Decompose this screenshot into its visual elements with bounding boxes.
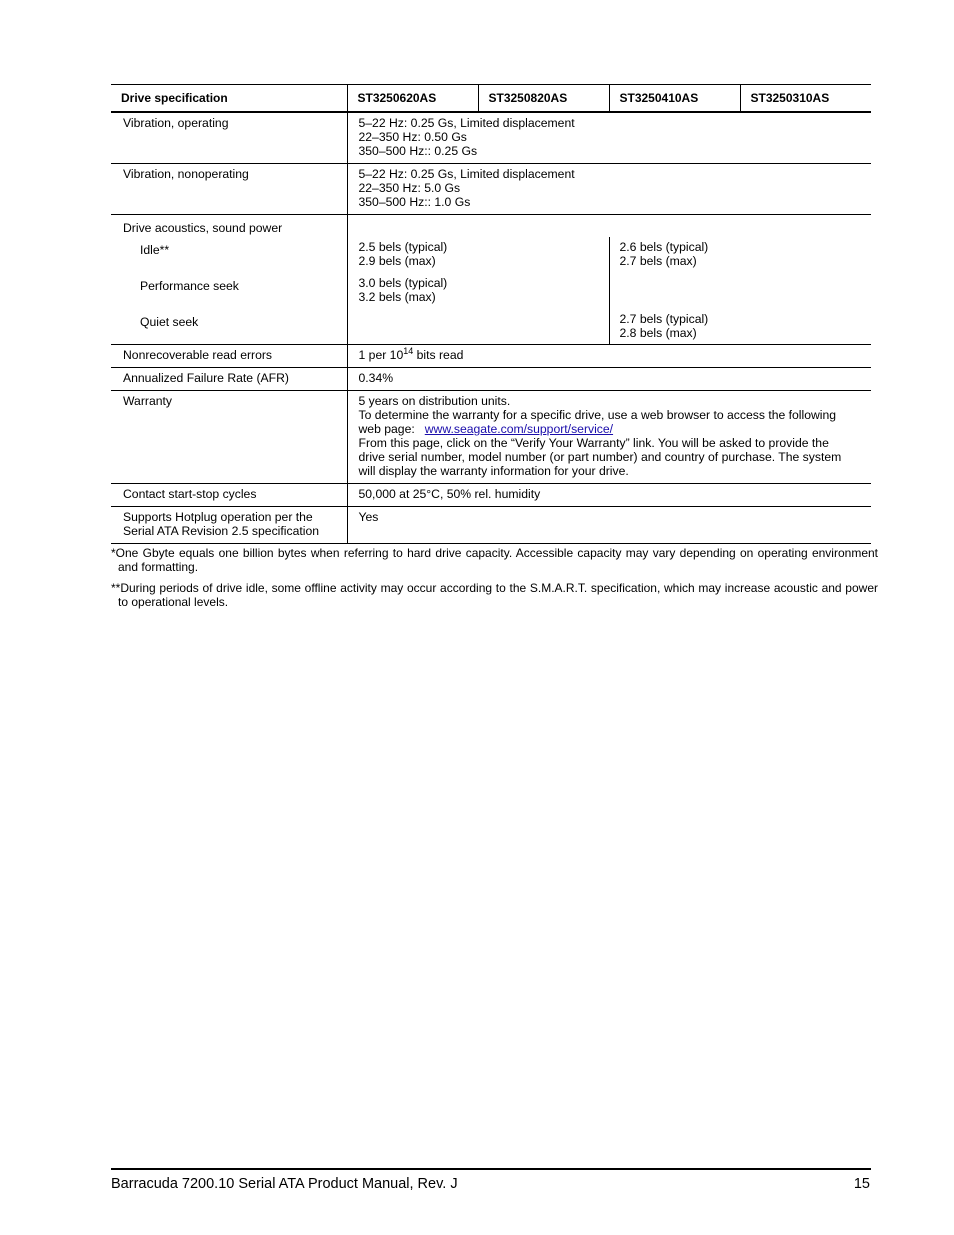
acoustics-values — [347, 215, 871, 345]
row-value — [347, 112, 871, 164]
header-model-4: ST3250310AS — [740, 85, 871, 113]
performance-values-left — [359, 276, 609, 312]
acoustic-performance-label: Performance seek — [140, 279, 239, 293]
value-line: 2.8 bels (max) — [619, 326, 697, 340]
row-value — [347, 164, 871, 215]
value-exponent: 14 — [403, 346, 414, 356]
value-suffix: bits read — [413, 348, 464, 362]
value-prefix: 1 per 10 — [358, 348, 404, 362]
acoustic-quiet-label: Quiet seek — [140, 315, 199, 329]
table-row-afr — [111, 368, 871, 391]
value-line: 3.0 bels (typical) — [358, 276, 448, 290]
warranty-line: To determine the warranty for a specific drive, use a web browser to access the following — [358, 408, 837, 422]
warranty-line-prefix: web page: — [358, 422, 415, 436]
value-line: 5–22 Hz: 0.25 Gs, Limited displacement — [358, 167, 575, 181]
header-model-2: ST3250820AS — [478, 85, 609, 113]
table-row-contact-start-stop — [111, 484, 871, 507]
warranty-line: 5 years on distribution units. — [358, 394, 511, 408]
table-row-nonrecoverable-errors — [111, 345, 871, 368]
header-model-1: ST3250620AS — [347, 85, 478, 113]
row-label: Vibration, operating — [111, 112, 347, 164]
value-line: 2.7 bels (typical) — [619, 312, 709, 326]
table-row-vibration-operating — [111, 112, 871, 164]
value-line: 22–350 Hz: 0.50 Gs — [358, 130, 467, 144]
idle-values-right — [620, 240, 870, 312]
page-number: 15 — [853, 1176, 870, 1192]
header-drive-spec: Drive specification — [111, 85, 347, 113]
footer-rule — [111, 1168, 871, 1170]
value-line: 22–350 Hz: 5.0 Gs — [358, 181, 461, 195]
quiet-values-right — [620, 312, 870, 340]
acoustics-right-column — [609, 237, 870, 344]
label-line: Supports Hotplug operation per the — [123, 510, 313, 524]
acoustic-idle-label: Idle** — [140, 243, 170, 257]
label-line: Serial ATA Revision 2.5 specification — [123, 524, 319, 538]
header-row — [111, 85, 871, 113]
value-line: 350–500 Hz:: 0.25 Gs — [358, 144, 478, 158]
footnote-gbyte: *One Gbyte equals one billion bytes when referring to hard drive capacity. Accessible capacity may vary depending on operating environment and formatting. — [111, 546, 878, 574]
footer-title: Barracuda 7200.10 Serial ATA Product Manual, Rev. J — [111, 1176, 458, 1192]
row-label: Nonrecoverable read errors — [111, 345, 347, 368]
warranty-link[interactable]: www.seagate.com/support/service/ — [424, 422, 614, 436]
row-label: Annualized Failure Rate (AFR) — [111, 368, 347, 391]
row-label — [111, 507, 347, 544]
table-row-vibration-nonoperating — [111, 164, 871, 215]
value-line: 2.7 bels (max) — [619, 254, 697, 268]
warranty-link-line — [359, 422, 852, 436]
value-line: 350–500 Hz:: 1.0 Gs — [358, 195, 471, 209]
value-line: 3.2 bels (max) — [358, 290, 436, 304]
row-value — [347, 345, 871, 368]
row-value: 0.34% — [347, 368, 871, 391]
header-model-3: ST3250410AS — [609, 85, 740, 113]
row-value: Yes — [347, 507, 871, 544]
value-line: 5–22 Hz: 0.25 Gs, Limited displacement — [358, 116, 575, 130]
value-line: 2.6 bels (typical) — [619, 240, 709, 254]
table-row-acoustics — [111, 215, 871, 345]
row-value — [347, 391, 871, 484]
row-label: Contact start-stop cycles — [111, 484, 347, 507]
row-label: Drive acoustics, sound power — [123, 221, 283, 235]
row-value: 50,000 at 25°C, 50% rel. humidity — [347, 484, 871, 507]
value-line: 2.9 bels (max) — [358, 254, 436, 268]
acoustics-left-column — [348, 215, 609, 344]
row-label: Warranty — [111, 391, 347, 484]
row-label: Vibration, nonoperating — [111, 164, 347, 215]
table-row-warranty — [111, 391, 871, 484]
acoustics-labels — [111, 215, 347, 345]
table-row-hotplug — [111, 507, 871, 544]
spec-table — [111, 84, 871, 544]
value-line: 2.5 bels (typical) — [358, 240, 448, 254]
warranty-text: From this page, click on the “Verify Your Warranty” link. You will be asked to provide the drive serial number, model number (or part number) and country of purchase. The system will display the warranty information for your drive. — [358, 436, 842, 478]
footnote-idle: **During periods of drive idle, some offline activity may occur according to the S.M.A.R.T. specification, which may increase acoustic and power to operational levels. — [111, 581, 878, 609]
idle-values-left — [359, 240, 609, 276]
